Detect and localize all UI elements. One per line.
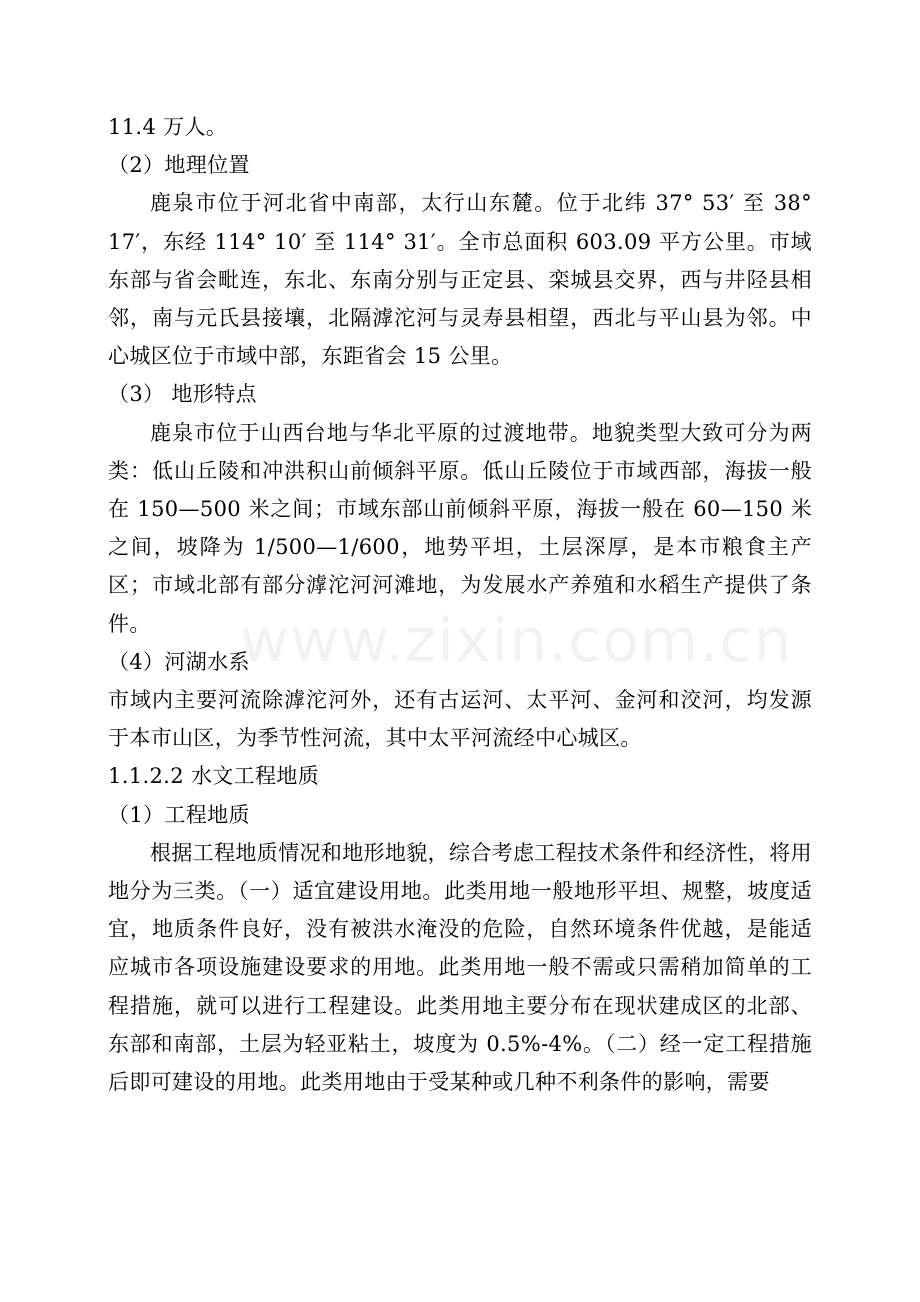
paragraph-engineering-geology: 根据工程地质情况和地形地貌，综合考虑工程技术条件和经济性，将用地分为三类。（一）适宜建设用地。此类用地一般地形平坦、规整，坡度适宜，地质条件良好，没有被洪水淹没的危险，自然环境条件优越，是能适应城市各项设施建设要求的用地。此类用地一般不需或只需稍加简单的工程措施，就可以进行工程建设。此类用地主要分布在现状建成区的北部、东部和南部，土层为轻亚粘土，坡度为 0.5%-4%。（二）经一定工程措施后即可建设的用地。此类用地由于受某种或几种不利条件的影响，需要 <box>108 840 812 1095</box>
watermark: www.zixin.com.cn <box>240 606 793 676</box>
heading-hydro-engineering-geology: 1.1.2.2 水文工程地质 <box>108 764 320 789</box>
heading-river-system: （4）河湖水系 <box>108 649 250 674</box>
paragraph-terrain-features: 鹿泉市位于山西台地与华北平原的过渡地带。地貌类型大致可分为两类：低山丘陵和冲洪积山前倾斜平原。低山丘陵位于市域西部，海拔一般在 150—500 米之间；市域东部山前倾斜平原，海拔一般在 60—150 米之间，坡降为 1/500—1/600，地势平坦，土层深厚，是本市粮食主产区；市域北部有部分滹沱河河滩地，为发展水产养殖和水稻生产提供了条件。 <box>108 420 812 636</box>
heading-geographic-location: （2）地理位置 <box>108 153 250 178</box>
paragraph-geographic-location: 鹿泉市位于河北省中南部，太行山东麓。位于北纬 37° 53′ 至 38° 17′，东经 114° 10′ 至 114° 31′。全市总面积 603.09 平方公里。市域东部与省会毗连，东北、东南分别与正定县、栾城县交界，西与井陉县相邻，南与元氏县接壤，北隔滹沱河与灵寿县相望，西北与平山县为邻。中心城区位于市域中部，东距省会 15 公里。 <box>108 191 812 369</box>
document-body <box>108 108 812 1101</box>
paragraph-river-system: 市域内主要河流除滹沱河外，还有古运河、太平河、金河和洨河，均发源于本市山区，为季节性河流，其中太平河流经中心城区。 <box>108 688 812 751</box>
heading-terrain-features: （3） 地形特点 <box>108 382 257 407</box>
paragraph-population-end: 11.4 万人。 <box>108 115 228 139</box>
heading-engineering-geology: （1）工程地质 <box>108 802 250 827</box>
